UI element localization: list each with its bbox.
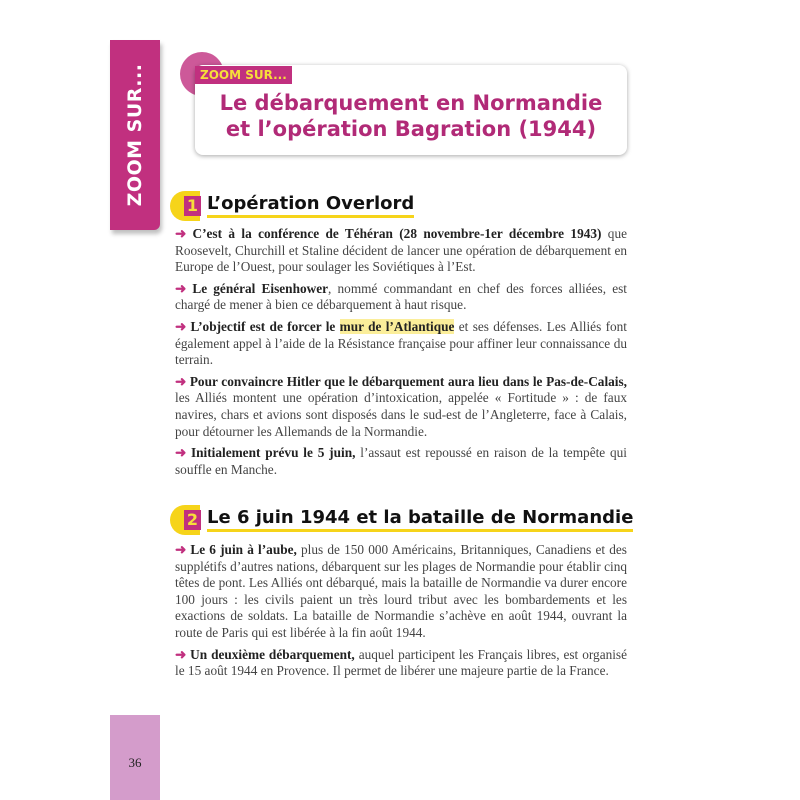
paragraph (175, 542, 627, 642)
arrow-icon: ➜ (175, 318, 191, 334)
paragraph-text: que Roosevelt, Churchill et Staline décident de lancer une opération de débarquement en Europe de l’Ouest, pour soulager les Soviétiques à l’Est. (175, 226, 628, 275)
section-title: Le 6 juin 1944 et la bataille de Normandie (207, 507, 633, 532)
arrow-icon: ➜ (175, 373, 190, 389)
paragraph-text: , nommé commandant en chef des forces alliées, est chargé de mener à bien ce débarquement à haut risque. (175, 280, 628, 313)
bold-lead: C’est à la conférence de Téhéran (28 novembre-1er décembre 1943) (192, 226, 602, 241)
arrow-icon: ➜ (175, 646, 191, 662)
page-title (195, 90, 627, 142)
arrow-icon: ➜ (175, 542, 191, 557)
paragraph (175, 445, 627, 478)
side-tab (110, 40, 160, 230)
section-2-body (175, 542, 627, 685)
paragraph (175, 647, 627, 680)
paragraph-text: auquel participent les Français libres, est organisé le 15 août 1944 en Provence. Il permet de libérer une majeure partie de la France. (175, 646, 628, 679)
section-1-body (175, 226, 627, 483)
bold-lead: Pour convaincre Hitler que le débarquement aura lieu dans le Pas-de-Calais, (189, 373, 627, 389)
bold-lead: Initialement prévu le 5 juin, (190, 445, 356, 461)
paragraph-text: l’assaut est repoussé en raison de la tempête qui souffle en Manche. (175, 445, 628, 477)
paragraph-text: plus de 150 000 Américains, Britanniques, Canadiens et des supplétifs d’autres nations, débarquent sur les plages de Normandie pour établir cinq têtes de pont. Les Alliés ont débarqué, mais la bataille de Normandie va durer encore 100 jours : les civils paient un très lourd tribut avec les bombardements et les exactions de soldats. La bataille de Normandie s’achève en août 1944, ouvrant la route de Paris qui est libérée à la fin août 1944. (175, 542, 627, 640)
title-line-1: Le débarquement en Normandie (219, 91, 603, 115)
bold-lead: Le 6 juin à l’aube, (190, 542, 297, 557)
zoom-label: ZOOM SUR... (195, 66, 292, 84)
arrow-icon: ➜ (175, 226, 193, 241)
section-number: 1 (184, 196, 201, 216)
highlighted-term: mur de l’Atlantique (339, 318, 455, 334)
page-number-tab (110, 715, 160, 800)
paragraph-text: les Alliés montent une opération d’intoxication, appelée « Fortitude » : de faux navires, chars et avions sont disposés dans le sud-est de l’Angleterre, face à Calais, pour détourner les Allemands de la Normandie. (175, 390, 627, 439)
paragraph (175, 374, 627, 440)
paragraph-text: et ses défenses. Les Alliés font également appel à l’aide de la Résistance française pour affiner leur connaissance du terrain. (175, 318, 628, 368)
section-number: 2 (184, 510, 201, 530)
bold-lead: Un deuxième débarquement, (190, 646, 355, 662)
arrow-icon: ➜ (175, 280, 193, 296)
bold-lead: Le général Eisenhower (192, 280, 329, 296)
page-number: 36 (128, 755, 142, 770)
paragraph (175, 319, 627, 369)
paragraph (175, 226, 627, 276)
title-line-2: et l’opération Bagration (1944) (225, 117, 597, 141)
paragraph (175, 281, 627, 314)
bold-lead: L’objectif est de forcer le (190, 318, 340, 334)
side-tab-label: ZOOM SUR... (124, 63, 146, 207)
arrow-icon: ➜ (175, 445, 191, 461)
section-title: L’opération Overlord (207, 193, 414, 218)
